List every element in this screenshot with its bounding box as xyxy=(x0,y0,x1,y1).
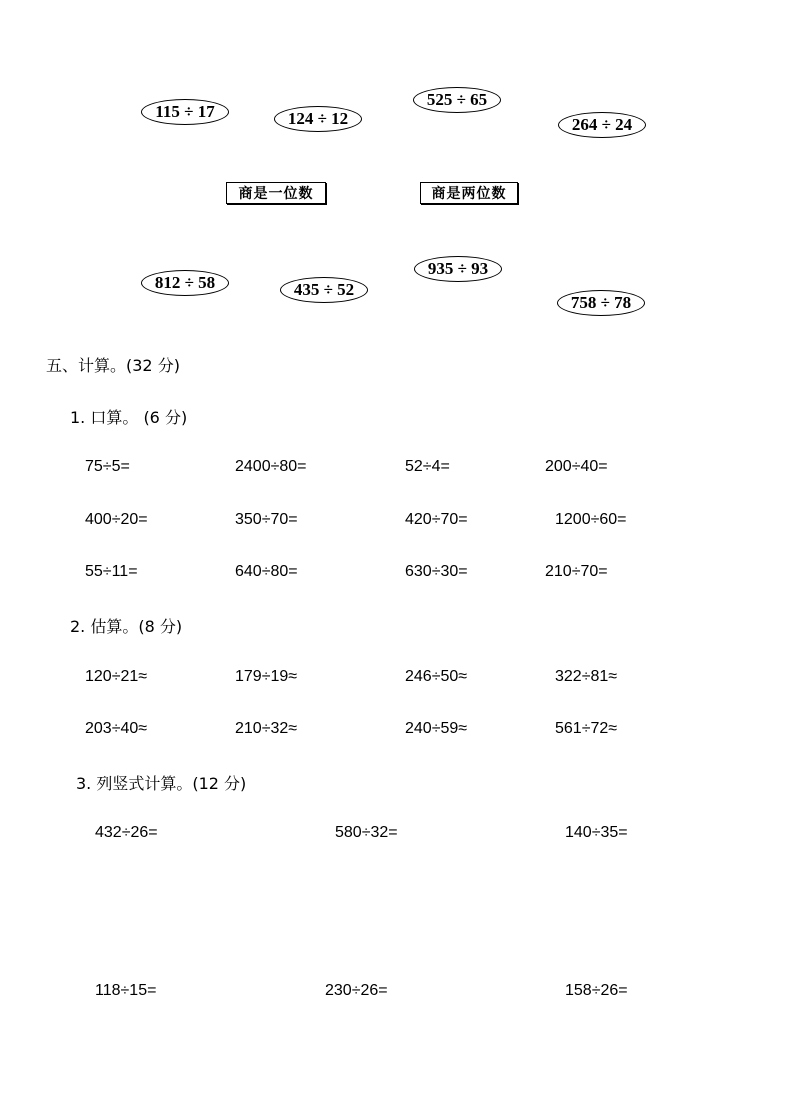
problem: 580÷32= xyxy=(335,824,398,841)
problem: 640÷80= xyxy=(235,563,298,580)
expression-oval: 124 ÷ 12 xyxy=(274,106,362,132)
expression-oval: 525 ÷ 65 xyxy=(413,87,501,113)
part-title: 1. 口算。 (6 分) xyxy=(70,408,188,427)
problem: 158÷26= xyxy=(565,982,628,999)
problem: 210÷32≈ xyxy=(235,720,298,737)
problem: 350÷70= xyxy=(235,511,298,528)
problem: 55÷11= xyxy=(85,563,138,580)
category-box-one-digit: 商是一位数 xyxy=(226,182,326,204)
problem: 420÷70= xyxy=(405,511,468,528)
problem: 1200÷60= xyxy=(555,511,627,528)
problem: 120÷21≈ xyxy=(85,668,148,685)
problem: 2400÷80= xyxy=(235,458,307,475)
problem: 52÷4= xyxy=(405,458,450,475)
problem: 240÷59≈ xyxy=(405,720,468,737)
problem: 179÷19≈ xyxy=(235,668,298,685)
problem: 630÷30= xyxy=(405,563,468,580)
problem: 432÷26= xyxy=(95,824,158,841)
problem: 210÷70= xyxy=(545,563,608,580)
expression-oval: 435 ÷ 52 xyxy=(280,277,368,303)
expression-oval: 812 ÷ 58 xyxy=(141,270,229,296)
problem: 118÷15= xyxy=(95,982,157,999)
problem: 400÷20= xyxy=(85,511,148,528)
expression-oval: 264 ÷ 24 xyxy=(558,112,646,138)
expression-oval: 758 ÷ 78 xyxy=(557,290,645,316)
problem: 203÷40≈ xyxy=(85,720,148,737)
problem: 140÷35= xyxy=(565,824,628,841)
problem: 230÷26= xyxy=(325,982,388,999)
part-title: 3. 列竖式计算。(12 分) xyxy=(76,774,247,793)
problem: 322÷81≈ xyxy=(555,668,618,685)
section-title: 五、计算。(32 分) xyxy=(46,356,180,375)
problem: 561÷72≈ xyxy=(555,720,618,737)
expression-oval: 115 ÷ 17 xyxy=(141,99,229,125)
problem: 75÷5= xyxy=(85,458,130,475)
expression-oval: 935 ÷ 93 xyxy=(414,256,502,282)
category-box-two-digit: 商是两位数 xyxy=(420,182,518,204)
part-title: 2. 估算。(8 分) xyxy=(70,617,183,636)
problem: 246÷50≈ xyxy=(405,668,468,685)
problem: 200÷40= xyxy=(545,458,608,475)
